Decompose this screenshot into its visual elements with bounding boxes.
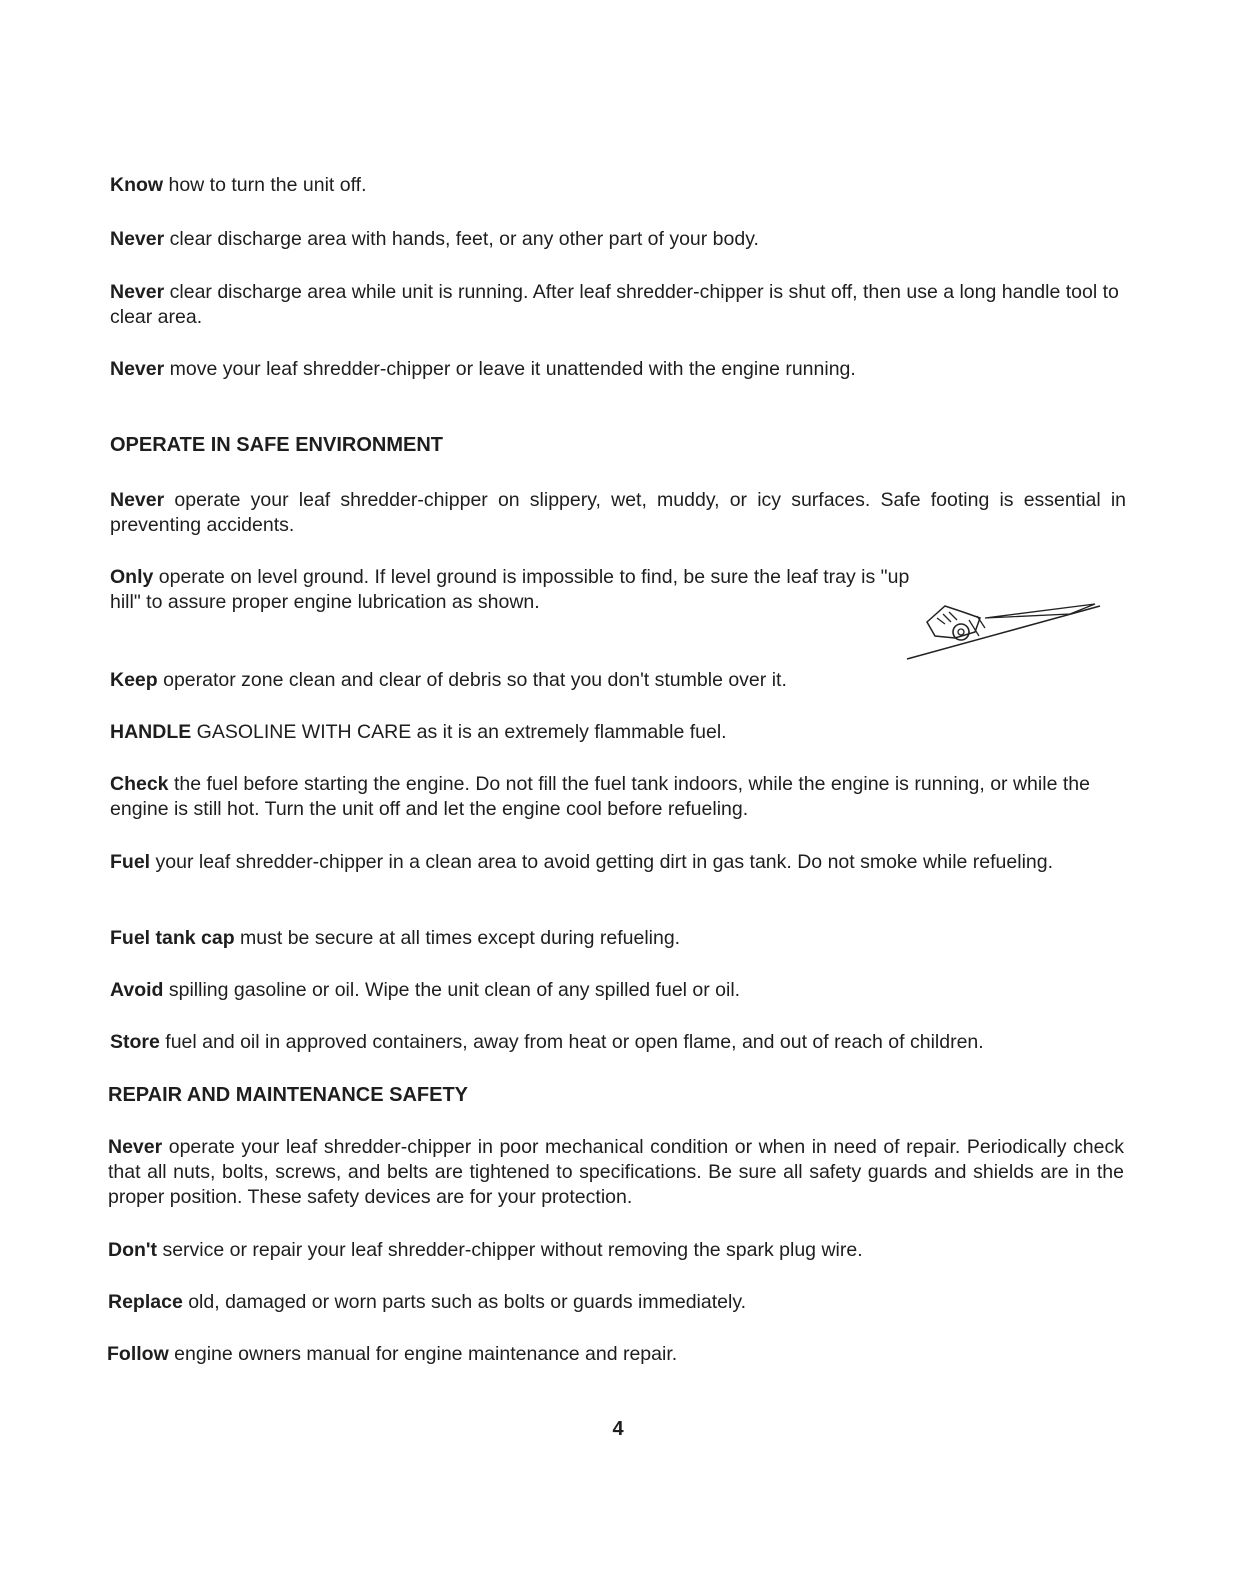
safety-rule <box>110 565 945 615</box>
rule-lead: Only <box>110 566 154 588</box>
rule-lead: Never <box>108 1136 163 1158</box>
page-number: 4 <box>612 1418 624 1440</box>
rule-text: clear discharge area while unit is running. After leaf shredder-chipper is shut off, then use a long handle tool to clear area. <box>110 281 1119 328</box>
rule-text: operate on level ground. If level ground is impossible to find, be sure the leaf tray is "up hill" to assure proper engine lubrication as shown. <box>110 566 910 613</box>
safety-rule <box>110 227 1126 252</box>
rule-text: spilling gasoline or oil. Wipe the unit clean of any spilled fuel or oil. <box>163 979 741 1001</box>
safety-rule <box>110 720 1126 745</box>
safety-rule <box>110 280 1126 330</box>
rule-lead: Never <box>110 489 165 511</box>
rule-text: old, damaged or worn parts such as bolts or guards immediately. <box>182 1291 747 1313</box>
rule-lead: Replace <box>108 1291 183 1313</box>
safety-rule <box>110 1030 1126 1055</box>
rule-text: the fuel before starting the engine. Do not fill the fuel tank indoors, while the engine is running, or while the engine is still hot. Turn the unit off and let the engine cool before refueling. <box>110 773 1090 820</box>
safety-rule <box>107 1342 1123 1367</box>
rule-text: your leaf shredder-chipper in a clean area to avoid getting dirt in gas tank. Do not smoke while refueling. <box>150 851 1054 873</box>
safety-rule <box>110 850 1126 875</box>
safety-rule <box>110 772 1126 822</box>
rule-text: move your leaf shredder-chipper or leave it unattended with the engine running. <box>164 358 856 380</box>
rule-lead: Don't <box>108 1239 158 1261</box>
rule-text: fuel and oil in approved containers, away from heat or open flame, and out of reach of children. <box>159 1031 984 1053</box>
rule-lead: Never <box>110 228 165 250</box>
rule-text: how to turn the unit off. <box>163 174 367 196</box>
safety-rule <box>110 926 1126 951</box>
section-heading-repair: REPAIR AND MAINTENANCE SAFETY <box>108 1084 469 1106</box>
safety-rule <box>110 173 1126 198</box>
rule-text: engine owners manual for engine maintenance and repair. <box>168 1343 678 1365</box>
rule-lead: HANDLE <box>110 721 192 743</box>
shredder-on-slope-icon <box>905 598 1105 662</box>
rule-lead: Store <box>110 1031 160 1053</box>
rule-lead: Never <box>110 281 165 303</box>
rule-text: GASOLINE WITH CARE as it is an extremely flammable fuel. <box>191 721 727 743</box>
safety-rule <box>108 1135 1124 1210</box>
safety-rule <box>110 357 1126 382</box>
rule-text: operator zone clean and clear of debris so that you don't stumble over it. <box>157 669 787 691</box>
rule-lead: Fuel tank cap <box>110 927 235 949</box>
rule-text: operate your leaf shredder-chipper on slippery, wet, muddy, or icy surfaces. Safe footing is essential in preventing accidents. <box>110 489 1126 536</box>
rule-lead: Follow <box>107 1343 169 1365</box>
safety-rule <box>108 1290 1124 1315</box>
rule-lead: Know <box>110 174 164 196</box>
rule-text: clear discharge area with hands, feet, or any other part of your body. <box>164 228 759 250</box>
rule-lead: Avoid <box>110 979 164 1001</box>
safety-rule <box>110 978 1126 1003</box>
rule-lead: Never <box>110 358 165 380</box>
safety-rule <box>110 668 1126 693</box>
rule-lead: Fuel <box>110 851 151 873</box>
rule-text: must be secure at all times except during refueling. <box>234 927 681 949</box>
safety-rule <box>108 1238 1124 1263</box>
rule-lead: Check <box>110 773 169 795</box>
section-heading-environment: OPERATE IN SAFE ENVIRONMENT <box>110 434 443 456</box>
rule-lead: Keep <box>110 669 158 691</box>
safety-rule <box>110 488 1126 538</box>
rule-text: operate your leaf shredder-chipper in poor mechanical condition or when in need of repair. Periodically check that all nuts, bolts, screws, and belts are tightened to specifications. Be sure all safety guards and shields are in the proper position. These safety devices are for your protection. <box>108 1136 1124 1208</box>
rule-text: service or repair your leaf shredder-chipper without removing the spark plug wire. <box>157 1239 863 1261</box>
